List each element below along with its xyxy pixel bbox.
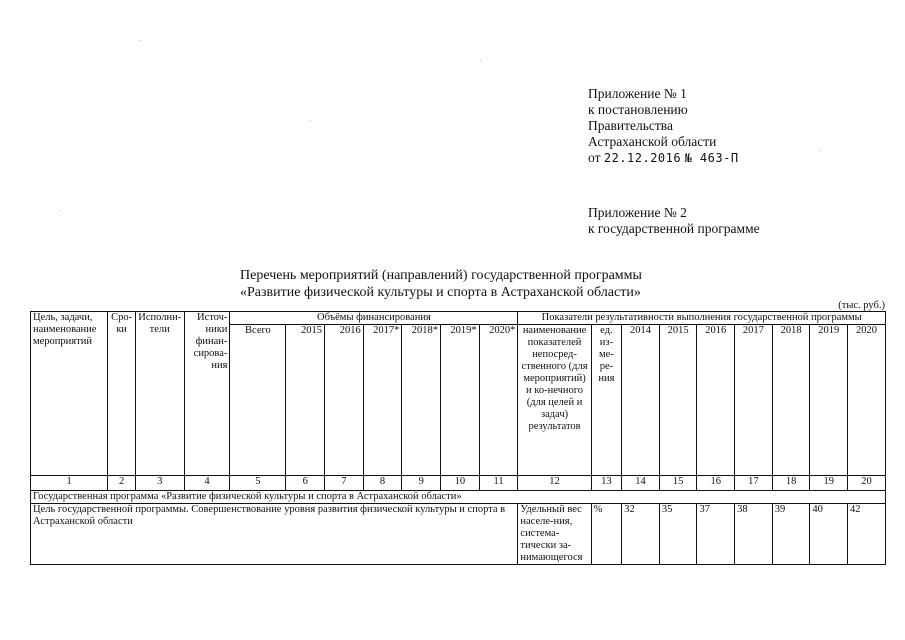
header-ind-year: 2014 — [622, 325, 660, 476]
goal-indicator-unit: % — [591, 504, 622, 565]
column-number: 19 — [810, 476, 848, 491]
header-row-1 — [31, 312, 886, 325]
header-indicator-name: наименование показателей непосред-ственного (для мероприятий) и ко-нечного (для целей и задач) результатов — [518, 325, 591, 476]
decree-number: № 463-П — [684, 151, 739, 165]
appendix-1-title: Приложение № 1 — [588, 86, 687, 101]
program-row — [31, 491, 886, 504]
goal-description: Цель государственной программы. Совершенствование уровня развития физической культуры и спорта в Астраханской области — [31, 504, 518, 565]
header-unit: ед. из-ме-ре-ния — [591, 325, 622, 476]
column-number: 13 — [591, 476, 622, 491]
header-goal: Цель, задачи, наименование мероприятий — [31, 312, 108, 476]
column-number: 14 — [622, 476, 660, 491]
column-number: 15 — [659, 476, 697, 491]
goal-indicator-name: Удельный вес населе-ния, система-тически за-нимающегося — [518, 504, 591, 565]
date-prefix: от — [588, 150, 601, 165]
goal-indicator-value: 37 — [697, 504, 735, 565]
scan-speck — [480, 60, 481, 61]
goal-indicator-value: 39 — [772, 504, 810, 565]
appendix-2-title: Приложение № 2 — [588, 205, 687, 220]
appendix-1-date-line — [588, 150, 739, 166]
column-number: 18 — [772, 476, 810, 491]
header-total: Всего — [230, 325, 286, 476]
scan-speck — [310, 120, 311, 121]
appendix-1-line-4: Астраханской области — [588, 134, 717, 149]
column-number: 10 — [441, 476, 480, 491]
header-indicators: Показатели результативности выполнения государственной программы — [518, 312, 886, 325]
header-funding: Объёмы финансирования — [230, 312, 518, 325]
header-fund-year: 2017* — [363, 325, 402, 476]
goal-indicator-value: 38 — [735, 504, 773, 565]
column-number: 1 — [31, 476, 108, 491]
column-number: 2 — [108, 476, 135, 491]
column-number: 4 — [184, 476, 230, 491]
scan-speck — [140, 40, 141, 41]
column-number: 6 — [286, 476, 325, 491]
column-numbers-row — [31, 476, 886, 491]
appendix-2-block — [588, 205, 760, 237]
appendix-1-block — [588, 86, 739, 166]
header-fund-year: 2018* — [402, 325, 441, 476]
header-ind-year: 2017 — [735, 325, 773, 476]
column-number: 3 — [135, 476, 184, 491]
scan-speck — [820, 150, 821, 151]
header-terms: Сро-ки — [108, 312, 135, 476]
appendix-2-line-2: к государственной программе — [588, 221, 760, 236]
header-ind-year: 2019 — [810, 325, 848, 476]
header-ind-year: 2020 — [848, 325, 886, 476]
appendix-1-line-3: Правительства — [588, 118, 673, 133]
header-ind-year: 2018 — [772, 325, 810, 476]
column-number: 12 — [518, 476, 591, 491]
document-title — [240, 267, 642, 301]
goal-row — [31, 504, 886, 565]
title-line-2: «Развитие физической культуры и спорта в Астраханской области» — [240, 285, 641, 300]
column-number: 5 — [230, 476, 286, 491]
column-number: 11 — [479, 476, 518, 491]
header-fund-year: 2019* — [441, 325, 480, 476]
goal-indicator-value: 32 — [622, 504, 660, 565]
goal-indicator-value: 40 — [810, 504, 848, 565]
program-row-title: Государственная программа «Развитие физической культуры и спорта в Астраханской области» — [31, 491, 886, 504]
unit-note: (тыс. руб.) — [838, 300, 885, 311]
program-table — [30, 311, 886, 565]
appendix-1-line-2: к постановлению — [588, 102, 688, 117]
header-ind-year: 2015 — [659, 325, 697, 476]
column-number: 20 — [848, 476, 886, 491]
decree-date: 22.12.2016 — [603, 151, 682, 165]
scan-speck — [60, 210, 61, 211]
column-number: 9 — [402, 476, 441, 491]
column-number: 17 — [735, 476, 773, 491]
goal-indicator-value: 42 — [848, 504, 886, 565]
goal-indicator-value: 35 — [659, 504, 697, 565]
header-fund-year: 2020* — [479, 325, 518, 476]
header-executors: Исполни-тели — [135, 312, 184, 476]
header-sources: Источ-ники финан-сирова-ния — [184, 312, 230, 476]
header-ind-year: 2016 — [697, 325, 735, 476]
title-line-1: Перечень мероприятий (направлений) государственной программы — [240, 268, 642, 283]
header-fund-year: 2016 — [325, 325, 364, 476]
column-number: 7 — [325, 476, 364, 491]
header-fund-year: 2015 — [286, 325, 325, 476]
column-number: 16 — [697, 476, 735, 491]
column-number: 8 — [363, 476, 402, 491]
